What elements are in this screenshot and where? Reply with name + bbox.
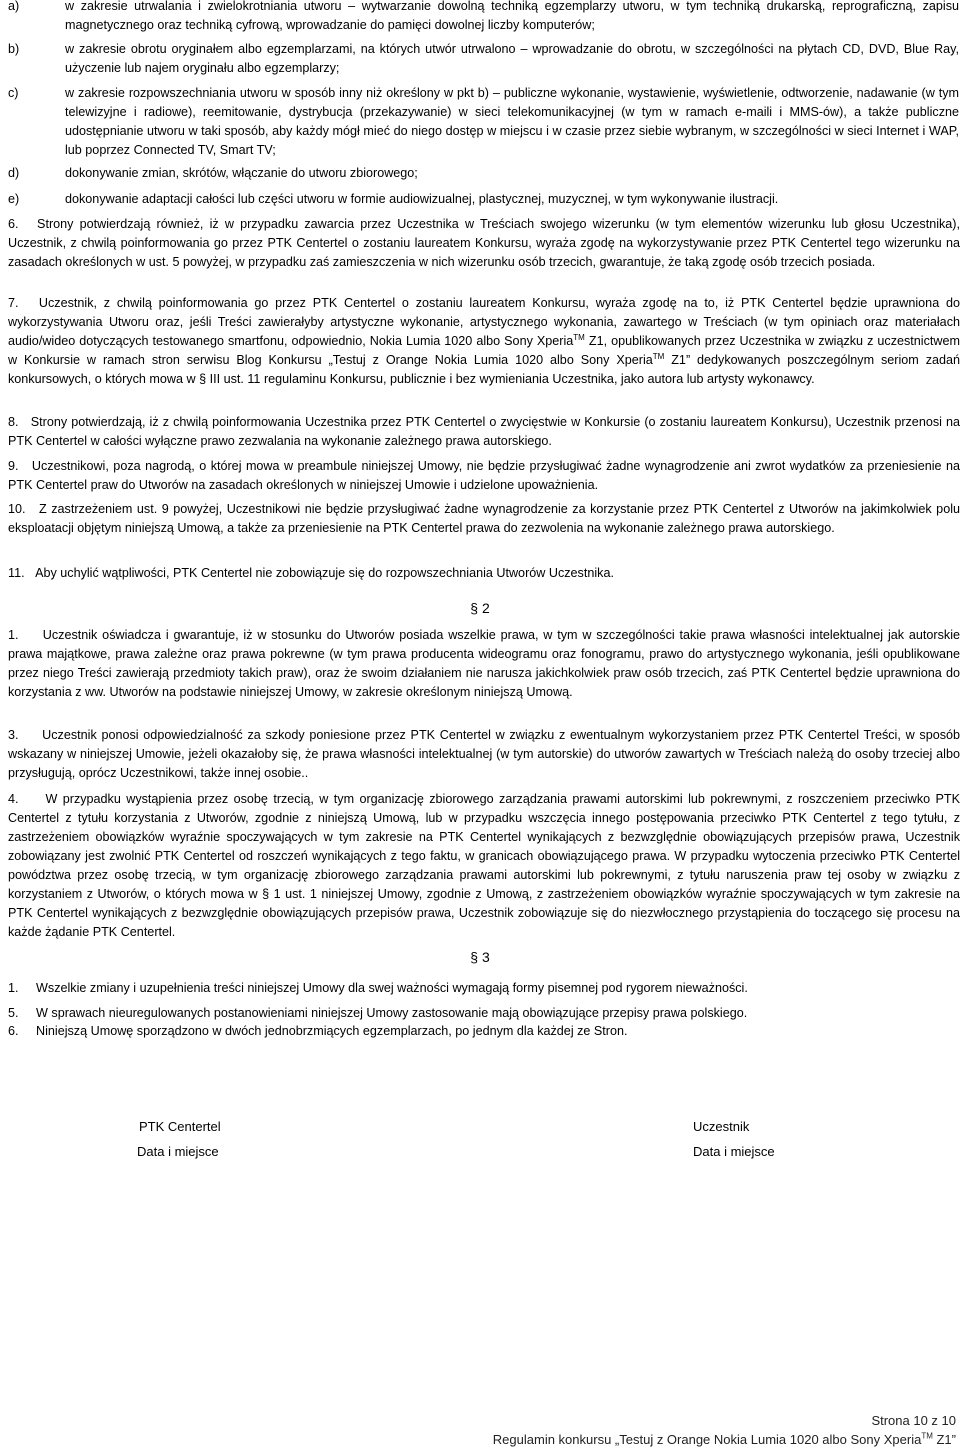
point-6 — [8, 215, 960, 272]
point-text: Strony potwierdzają, iż z chwilą poinformowania Uczestnika przez PTK Centertel o zwycięstwie w Konkursie (o zostaniu laureatem Konkursu), Uczestnik przenosi na PTK Centertel w całości wyłączne prawo zezwalania na wykonanie zależnego prawa autorskiego. — [8, 415, 960, 448]
point-text: Uczestnik oświadcza i gwarantuje, iż w stosunku do Utworów posiada wszelkie prawa, w tym w szczególności takie prawa własności intelektualnej jak autorskie prawa majątkowe, prawa zależne oraz prawa pokrewne (w tym prawa producenta wideogramu oraz fonogramu, prawo do artystycznego wykonania, jeśli opublikowane przez niego Treści zawierają przedmioty takich praw), oraz że swoim działaniem nie narusza jakichkolwiek praw osób trzecich, zaś PTK Centertel będzie uprawniona do korzystania z ww. Utworów na podstawie niniejszej Umowy, w zakresie określonym niniejszą Umową. — [8, 628, 960, 699]
list-marker: c) — [8, 86, 19, 100]
list-item-text: dokonywanie zmian, skrótów, włączanie do utworu zbiorowego; — [65, 166, 418, 180]
trademark-sup: TM — [652, 351, 665, 361]
signature-left-date: Data i miejsce — [137, 1144, 219, 1159]
footer-title-text: Z1” — [932, 1432, 956, 1447]
trademark-sup: TM — [921, 1431, 933, 1441]
point-marker: 6. — [8, 1024, 19, 1038]
point-marker: 1. — [8, 981, 19, 995]
point-text: Strony potwierdzają również, iż w przypadku zawarcia przez Uczestnika w Treściach swojego wizerunku (w tym elementów wizerunku lub głosu Uczestnika), Uczestnik, z chwilą poinformowania go przez PTK Centertel o zostaniu laureatem Konkursu, wyraża zgodę na wykorzystywanie przez PTK Centertel tego wizerunku na zasadach określonych w ust. 5 powyżej, w przypadku zaś zamieszczenia w nich wizerunku osób trzecich, gwarantuje, że taką zgodę osób trzecich posiada. — [8, 217, 960, 269]
page-number: Strona 10 z 10 — [871, 1413, 956, 1428]
point-10 — [8, 500, 960, 538]
list-item-text: w zakresie obrotu oryginałem albo egzemplarzami, na których utwór utrwalono – wprowadzanie do obrotu, w szczególności na płytach CD, DVD, Blue Ray, użyczenie lub najem oryginału albo egzemplarzy; — [65, 42, 959, 75]
point-text: Niniejszą Umowę sporządzono w dwóch jednobrzmiących egzemplarzach, po jednym dla każdej ze Stron. — [36, 1024, 628, 1038]
point-7 — [8, 294, 960, 389]
point-8 — [8, 413, 960, 451]
footer-title-text: Regulamin konkursu „Testuj z Orange Nokia Lumia 1020 albo Sony Xperia — [492, 1432, 922, 1447]
point-2-4 — [8, 790, 960, 942]
point-marker: 10. — [8, 502, 26, 516]
point-marker: 9. — [8, 459, 19, 473]
point-marker: 1. — [8, 628, 19, 642]
point-marker: 5. — [8, 1006, 19, 1020]
point-marker: 4. — [8, 792, 19, 806]
point-text: Aby uchylić wątpliwości, PTK Centertel nie zobowiązuje się do rozpowszechniania Utworów Uczestnika. — [35, 566, 614, 580]
point-3-5 — [8, 1004, 960, 1023]
point-text: Uczestnik, z chwilą poinformowania go przez PTK Centertel o zostaniu laureatem Konkursu, wyraża zgodę na to, iż PTK Centertel będzie uprawniona do wykorzystywania Utworu oraz, jeśli Treści zawierałyby artystyczne wykonanie, artystycznego wykonania, zawartego w Treściach (w tym opiniach oraz materiałach audio/wideo dotyczących testowanego smartfonu, odpowiednio, Nokia Lumia 1020 albo Sony Xperia — [8, 296, 960, 348]
point-text: Uczestnik ponosi odpowiedzialność za szkody poniesione przez PTK Centertel w związku z ewentualnym wykorzystaniem przez PTK Centertel Treści, w sposób wskazany w niniejszej Umowie, jeżeli okazałoby się, że prawa własności intelektualnej (w tym autorskie) do utworów zawartych w Treściach należą do osoby trzeciej albo przysługują, oprócz Uczestnikowi, także innej osobie.. — [8, 728, 960, 780]
list-marker: d) — [8, 166, 20, 180]
list-marker: b) — [8, 42, 20, 56]
signature-right-date: Data i miejsce — [693, 1144, 775, 1159]
point-marker: 7. — [8, 296, 19, 310]
section-heading-3: § 3 — [470, 949, 490, 965]
point-marker: 3. — [8, 728, 19, 742]
point-text: Z1, opublikowanych przez Uczestnika w związku z uczestnictwem w Konkursie w ramach stron serwisu Blog Konkursu „Testuj z Orange Nokia Lumia 1020 albo Sony Xperia — [8, 334, 960, 367]
point-text: W przypadku wystąpienia przez osobę trzecią, w tym organizację zbiorowego zarządzania prawami autorskimi lub pokrewnymi, z roszczeniem przeciwko PTK Centertel z tytułu korzystania z Utworów, zgodnie z niniejszą Umową, lub w przypadku wszczęcia innego postępowania przeciwko PTK Centertel z tego tytułu, z zastrzeżeniem obowiązków wyraźnie spoczywających w tym zakresie na PTK Centertel wynikających z bezwzględnie obowiązujących przepisów prawa, Uczestnik zobowiązany jest zwolnić PTK Centertel od roszczeń wynikających z tego faktu, w granicach obowiązującego prawa. W przypadku wytoczenia przeciwko PTK Centertel powództwa przez osobę trzecią, w tym organizację zbiorowego zarządzania prawami autorskimi lub pokrewnymi, z tytułu naruszenia praw tej osoby w związku z korzystaniem z Utworów, o których mowa w § 1 ust. 1 niniejszej Umowy, zgodnie z Umową, z zastrzeżeniem obowiązków wyraźnie spoczywających w tym zakresie na PTK Centertel wynikających z bezwzględnie obowiązujących przepisów prawa, Uczestnik zobowiązuje się do niezwłocznego przystąpienia do toczącego się procesu na każde żądanie PTK Centertel. — [8, 792, 960, 939]
point-marker: 8. — [8, 415, 19, 429]
point-text: Z zastrzeżeniem ust. 9 powyżej, Uczestnikowi nie będzie przysługiwać żadne wynagrodzenie za korzystanie przez PTK Centertel z Utworów na jakimkolwiek polu eksploatacji objętym niniejszą Umową, a także za przeniesienie na PTK Centertel prawa do zezwolenia na wykonanie zależnego prawa autorskiego. — [8, 502, 960, 535]
point-11 — [8, 564, 960, 583]
trademark-sup: TM — [573, 332, 585, 342]
signature-left-party: PTK Centertel — [139, 1119, 221, 1134]
point-9 — [8, 457, 960, 495]
point-text: Uczestnikowi, poza nagrodą, o której mowa w preambule niniejszej Umowy, nie będzie przysługiwać żadne wynagrodzenie ani zwrot wydatków za przeniesienie na PTK Centertel praw do Utworów na zasadach określonych w niniejszej Umowie i udzielone upoważnienia. — [8, 459, 960, 492]
point-text: Z1” dedykowanych poszczególnym seriom zadań konkursowych, o których mowa w § III ust. 11 regulaminu Konkursu, publicznie i bez wymieniania Uczestnika, jako autora lub artysty wykonawcy. — [8, 353, 960, 386]
point-3-1 — [8, 979, 960, 998]
point-marker: 11. — [8, 566, 25, 580]
signature-right-party: Uczestnik — [693, 1119, 750, 1134]
point-text: Wszelkie zmiany i uzupełnienia treści niniejszej Umowy dla swej ważności wymagają formy pisemnej pod rygorem nieważności. — [36, 981, 748, 995]
list-item-text: w zakresie utrwalania i zwielokrotniania utworu – wytwarzanie dowolną techniką egzemplarzy utworu, w tym techniką drukarską, reprograficzną, zapisu magnetycznego oraz techniką cyfrową, wprowadzanie do pamięci dowolnej liczby komputerów; — [65, 0, 959, 32]
point-3-6 — [8, 1022, 960, 1041]
section-heading-2: § 2 — [470, 600, 490, 616]
point-text: W sprawach nieuregulowanych postanowieniami niniejszej Umowy zastosowanie mają obowiązujące przepisy prawa polskiego. — [36, 1006, 748, 1020]
point-2-1 — [8, 626, 960, 702]
list-item-text: dokonywanie adaptacji całości lub części utworu w formie audiowizualnej, plastycznej, muzycznej, w tym wykonywanie ilustracji. — [65, 192, 779, 206]
list-marker: e) — [8, 192, 20, 206]
list-marker: a) — [8, 0, 20, 13]
point-2-3 — [8, 726, 960, 783]
footer-title — [493, 1430, 956, 1449]
point-marker: 6. — [8, 217, 19, 231]
list-item-text: w zakresie rozpowszechniania utworu w sposób inny niż określony w pkt b) – publiczne wykonanie, wystawienie, wyświetlenie, odtworzenie, nadawanie (w tym telewizyjne i radiowe), reemitowanie, dystrybucja (przekazywanie) w sieci telekomunikacyjnej (w tym w ramach e-maili i MMS-ów), a także publiczne udostępnianie utworu w taki sposób, aby każdy mógł mieć do niego dostęp w miejscu i w czasie przez siebie wybranym, w szczególności w sieci Internet i WAP, lub poprzez Connected TV, Smart TV; — [65, 86, 959, 157]
